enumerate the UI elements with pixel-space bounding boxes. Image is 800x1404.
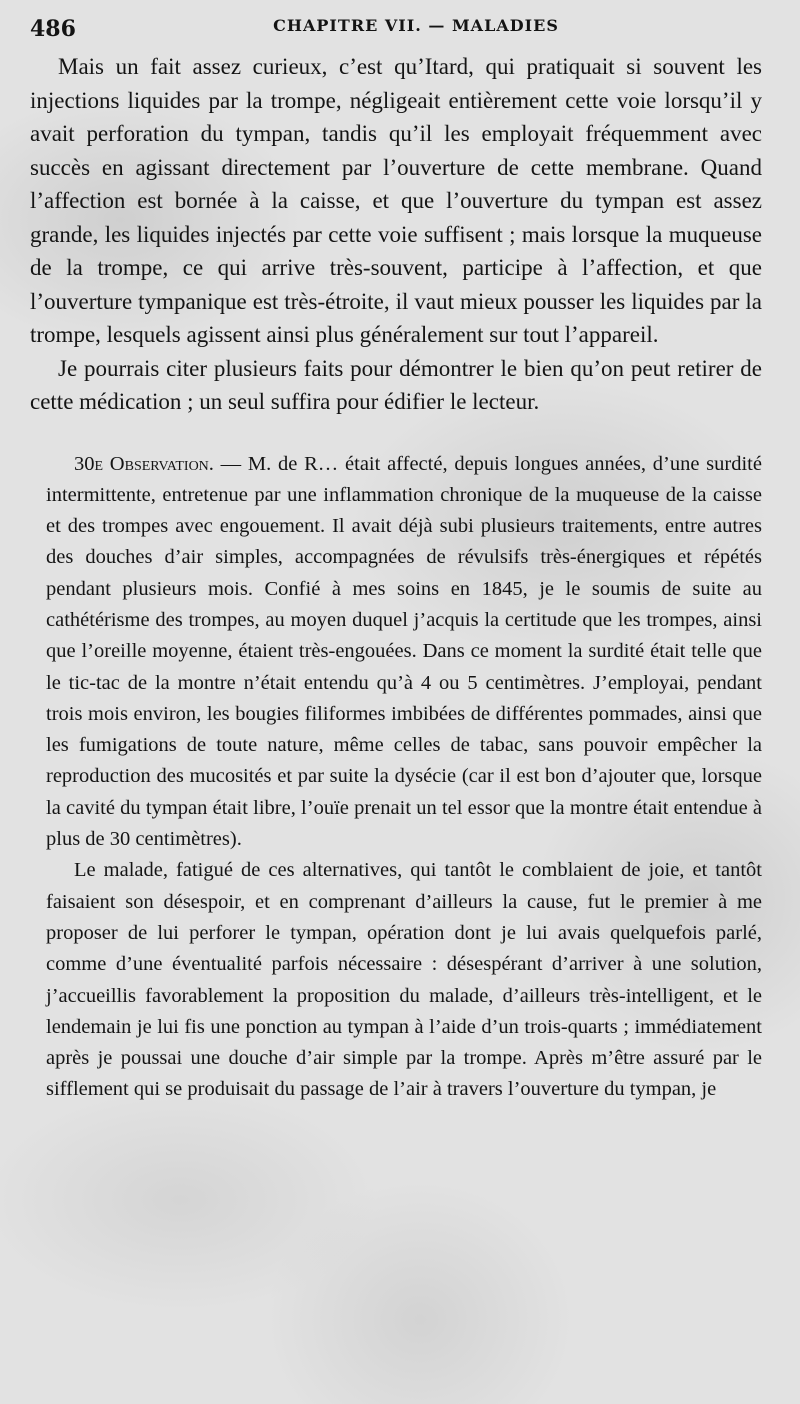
paragraph-2: Je pourrais citer plusieurs faits pour démontrer le bien qu’on peut retirer de cette médication ; un seul suffira pour édifier le lecteur. (30, 355, 762, 414)
observation-continuation: Le malade, fatigué de ces alternatives, qui tantôt le comblaient de joie, et tantôt faisaient son désespoir, et en comprenant d’ailleurs la cause, fut le premier à me proposer de lui perforer le tympan, opération dont je lui avais quelquefois parlé, comme d’une éventualité parfois nécessaire : désespérant d’arriver à une solution, j’accueillis favorablement la proposition du malade, d’ailleurs très-intelligent, et le lendemain je lui fis une ponction au tympan à l’aide d’un trois-quarts ; immédiatement après je poussai une douche d’air simple par la trompe. Après m’être assuré par le sifflement qui se produisait du passage de l’air à travers l’ouverture du tympan, je (46, 859, 762, 1101)
paragraph-1: Mais un fait assez curieux, c’est qu’Itard, qui pratiquait si souvent les injections liquides par la trompe, négligeait entièrement cette voie lorsqu’il y avait perforation du tympan, tandis qu’il les employait fréquemment avec succès en agissant directement par l’ouverture de cette membrane. Quand l’affection est bornée à la caisse, et que l’ouverture du tympan est assez grande, les liquides injectés par cette voie suffisent ; mais lorsque la muqueuse de la trompe, ce qui arrive très-souvent, participe à l’affection, et que l’ouverture tympanique est très-étroite, il vaut mieux pousser les liquides par la trompe, lesquels agissent ainsi plus généralement sur tout l’appareil. (30, 54, 762, 347)
page-number: 486 (30, 16, 76, 42)
observation-label: 30e Observation. (74, 452, 214, 475)
observation-text: — M. de R… était affecté, depuis longues années, d’une surdité intermittente, entretenue par une inflammation chronique de la muqueuse de la caisse et des trompes avec engouement. Il avait déjà subi plusieurs traitements, entre autres des douches d’air simples, accompagnées de révulsifs très-énergiques et répétés pendant plusieurs mois. Confié à mes soins en 1845, je le soumis de suite au cathétérisme des trompes, au moyen duquel j’acquis la certitude que les trompes, ainsi que l’oreille moyenne, étaient très-engouées. Dans ce moment la surdité était telle que le tic-tac de la montre n’était entendu qu’à 4 ou 5 centimètres. J’employai, pendant trois mois environ, les bougies filiformes imbibées de différentes pommades, ainsi que les fumigations de toute nature, même celles de tabac, sans pouvoir empêcher la reproduction des mucosités et par suite la dysécie (car il est bon d’ajouter que, lorsque la cavité du tympan était libre, l’ouïe prenait un tel essor que la montre était entendue à plus de 30 centimètres). (46, 452, 762, 851)
page-header (30, 16, 762, 50)
running-title: CHAPITRE VII. — MALADIES (273, 16, 559, 35)
observation-paragraph (30, 449, 762, 856)
section-gap (30, 419, 762, 449)
